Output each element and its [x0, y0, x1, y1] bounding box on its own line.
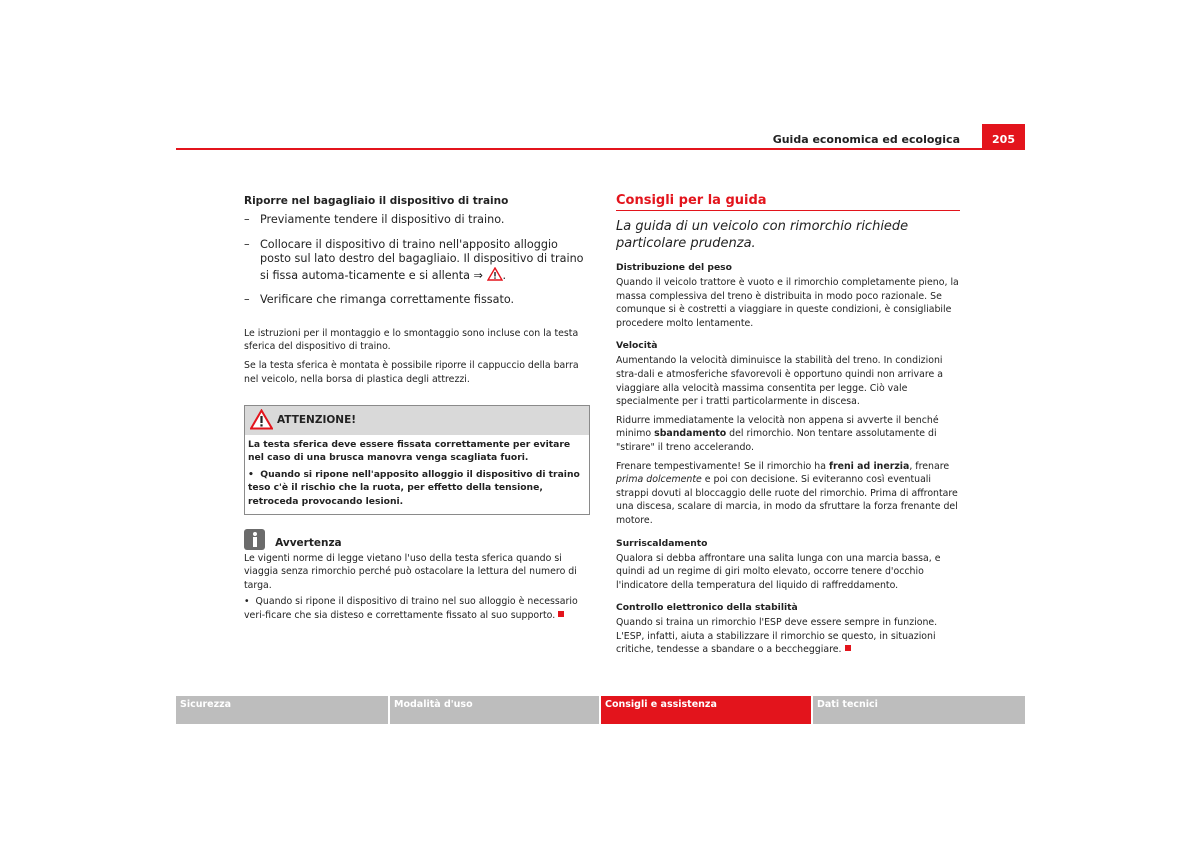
step-text: Verificare che rimanga correttamente fissato. — [260, 293, 515, 306]
step-text: Previamente tendere il dispositivo di traino. — [260, 213, 505, 226]
subsection-heading: Velocità — [616, 340, 658, 352]
step-dash: – — [244, 213, 250, 226]
warning-title: ATTENZIONE! — [277, 413, 357, 426]
footer-tab-label: Dati tecnici — [817, 699, 878, 710]
subsection-heading: Surriscaldamento — [616, 537, 708, 549]
right-column — [616, 193, 960, 657]
footer-tab-sicurezza[interactable] — [176, 696, 388, 724]
subsection-text — [616, 616, 960, 657]
note-header — [244, 529, 590, 550]
paragraph: Se la testa sferica è montata è possibile riporre il cappuccio della barra nel veicolo, nella borsa di plastica degli attrezzi. — [244, 360, 579, 385]
footer-tab-label: Consigli e assistenza — [605, 699, 717, 710]
text-run: Frenare tempestivamente! Se il rimorchio ha — [616, 460, 829, 472]
bullet: • — [248, 468, 254, 480]
text-run-italic: prima dolcemente — [616, 474, 702, 486]
step-item — [244, 238, 590, 284]
warning-body — [245, 435, 589, 514]
note-text: Le vigenti norme di legge vietano l'uso della testa sferica quando si viaggia senza rimorchio perché può ostacolare la lettura del numero di targa. — [244, 552, 577, 592]
text-run: , frenare — [909, 460, 950, 472]
text-run: Ridurre immediatamente la velocità non appena si avverte il benché minimo — [616, 414, 939, 440]
step-item — [244, 213, 590, 228]
note-text: Quando si ripone il dispositivo di traino nel suo alloggio è necessario veri-ficare che sia disteso e correttamente fissato al suo supporto. — [244, 596, 578, 621]
step-item — [244, 293, 590, 308]
step-dash: – — [244, 237, 250, 251]
bullet: • — [244, 596, 250, 608]
step-text: Collocare il dispositivo di traino nell'apposito alloggio posto sul lato destro del bagagliaio. Il dispositivo di traino si fissa automa-ticamente e si allenta ⇒ — [260, 237, 584, 282]
step-end: . — [502, 268, 507, 282]
step-dash: – — [244, 293, 250, 306]
text-run: e poi con decisione. Si eviteranno così eventuali strappi dovuti al bloccaggio delle ruote del rimorchio. Prima di affrontare una discesa, scalare di marcia, in modo da sfruttare la forza frenante del motore. — [616, 474, 958, 526]
text-run-bold: freni ad inerzia — [828, 460, 910, 472]
section-title: Consigli per la guida — [616, 193, 960, 211]
page-number: 205 — [982, 124, 1025, 150]
warning-bullet-item — [248, 468, 586, 509]
text-run-bold: sbandamento — [654, 428, 727, 440]
footer-tab-dati-tecnici[interactable] — [813, 696, 1025, 724]
paragraph: Le istruzioni per il montaggio e lo smontaggio sono incluse con la testa sferica del dispositivo di traino. — [244, 327, 579, 353]
left-column — [244, 193, 590, 623]
subsection-heading: Distribuzione del peso — [616, 262, 732, 273]
warning-header — [245, 406, 589, 435]
chapter-title: Guida economica ed ecologica — [772, 133, 960, 146]
text-run: del rimorchio. Non tentare assolutamente di "stirare" il treno accelerando. — [616, 428, 937, 453]
info-icon — [244, 529, 265, 550]
left-heading: Riporre nel bagagliaio il dispositivo di traino — [244, 195, 509, 207]
text-run: Quando si traina un rimorchio l'ESP deve essere sempre in funzione. L'ESP, infatti, aiuta a stabilizzare il rimorchio se questo, in situazioni critiche, tendesse a sbandare o a beccheggiare. — [616, 617, 938, 656]
footer-tab-label: Modalità d'uso — [394, 699, 473, 710]
warning-text: Quando si ripone nell'apposito alloggio il dispositivo di traino teso c'è il rischio che la ruota, per effetto della tensione, retroceda provocando lesioni. — [248, 468, 580, 508]
note-block — [244, 529, 590, 623]
subsection-text: Aumentando la velocità diminuisce la stabilità del treno. In condizioni stra-dali e atmosferiche sfavorevoli è opportuno quindi non arrivare a viaggiare alla velocità massima consentita per legge. Ciò vale specialmente per i tratti particolarmente in discesa. — [616, 355, 943, 408]
warning-triangle-icon — [487, 267, 503, 281]
subsection-text: Qualora si debba affrontare una salita lunga con una marcia bassa, e quindi ad un regime di giri molto elevato, occorre tenere d'occhio l'indicatore della temperatura del liquido di raffreddamento. — [616, 552, 941, 591]
header-rule — [176, 148, 982, 150]
warning-text: La testa sferica deve essere fissata correttamente per evitare nel caso di una brusca manovra venga scagliata fuori. — [248, 438, 571, 464]
end-marker-icon — [845, 645, 851, 651]
warning-triangle-icon — [250, 409, 273, 430]
subsection-text — [616, 414, 960, 455]
end-marker-icon — [558, 611, 564, 617]
subsection-heading: Controllo elettronico della stabilità — [616, 602, 798, 614]
warning-box — [244, 405, 590, 515]
subsection-text — [616, 460, 960, 528]
footer-tab-label: Sicurezza — [180, 699, 232, 710]
note-title: Avvertenza — [275, 536, 342, 549]
intro-text: La guida di un veicolo con rimorchio richiede particolare prudenza. — [616, 219, 909, 251]
note-bullet-item — [244, 595, 590, 623]
subsection-text: Quando il veicolo trattore è vuoto e il rimorchio completamente pieno, la massa complessiva del treno è distribuita in modo poco razionale. Se comunque si è costretti a viaggiare in queste condizioni, è consigliabile procedere molto lentamente. — [616, 277, 959, 329]
footer-tab-modalita-uso[interactable] — [390, 696, 599, 724]
footer-tab-consigli-assistenza[interactable] — [601, 696, 811, 724]
